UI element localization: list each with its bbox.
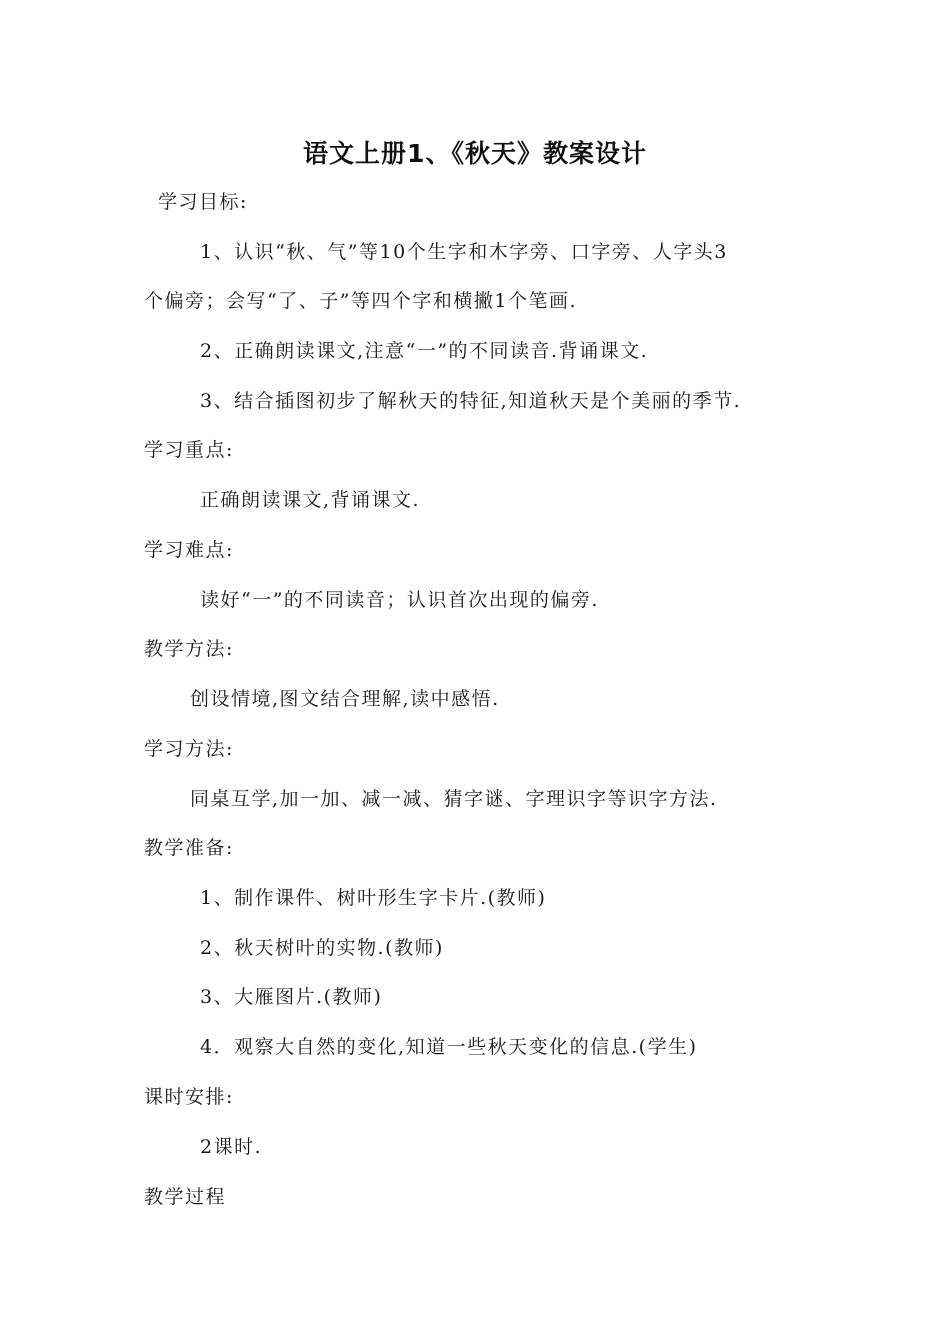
goals-item-1-line-1: 1、认识“秋、气”等10个生字和木字旁、口字旁、人字头3 <box>200 241 728 263</box>
goals-heading: 学习目标: <box>158 191 248 213</box>
goals-item-3: 3、结合插图初步了解秋天的特征,知道秋天是个美丽的季节. <box>200 390 742 412</box>
preparation-item-3: 3、大雁图片.(教师) <box>200 986 383 1008</box>
process-heading: 教学过程 <box>144 1186 227 1208</box>
learning-methods-content: 同桌互学,加一加、减一减、猜字谜、字理识字等识字方法. <box>190 788 718 810</box>
difficulties-heading: 学习难点: <box>144 539 234 561</box>
goals-item-1-line-2: 个偏旁；会写“了、子”等四个字和横撇1个笔画. <box>144 290 578 312</box>
preparation-heading: 教学准备: <box>144 837 234 859</box>
preparation-item-4: 4．观察大自然的变化,知道一些秋天变化的信息.(学生) <box>200 1036 698 1058</box>
key-points-heading: 学习重点: <box>144 439 234 461</box>
document-title: 语文上册1、《秋天》教案设计 <box>303 139 647 168</box>
key-points-content: 正确朗读课文,背诵课文. <box>200 489 421 511</box>
learning-methods-heading: 学习方法: <box>144 738 234 760</box>
goals-item-2: 2、正确朗读课文,注意“一”的不同读音.背诵课文. <box>200 340 649 362</box>
teaching-methods-content: 创设情境,图文结合理解,读中感悟. <box>190 688 500 710</box>
schedule-heading: 课时安排: <box>144 1086 234 1108</box>
teaching-methods-heading: 教学方法: <box>144 638 234 660</box>
difficulties-content: 读好“一”的不同读音；认识首次出现的偏旁. <box>200 589 599 611</box>
preparation-item-1: 1、制作课件、树叶形生字卡片.(教师) <box>200 887 547 909</box>
preparation-item-2: 2、秋天树叶的实物.(教师) <box>200 937 444 959</box>
schedule-content: 2课时. <box>200 1136 263 1158</box>
